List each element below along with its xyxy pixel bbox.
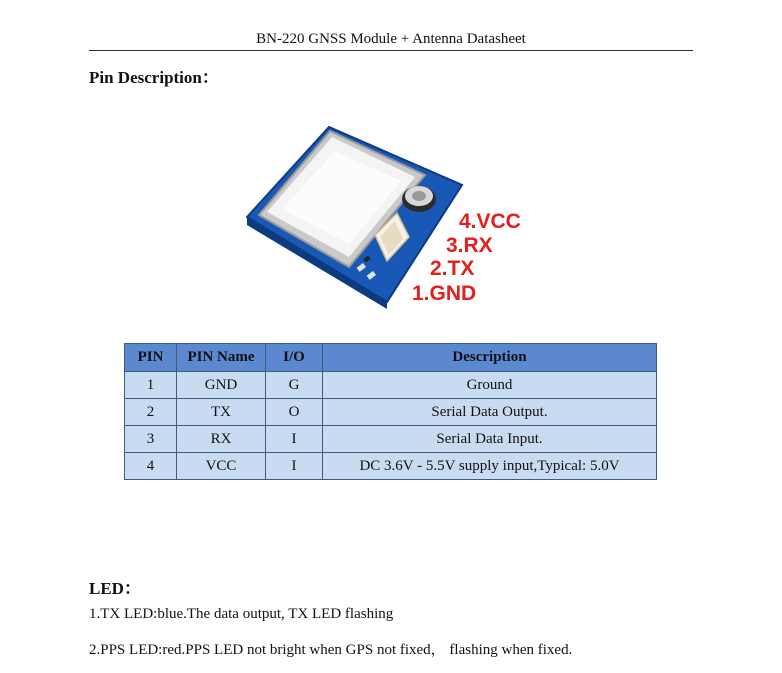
- column-header-pin: PIN: [125, 344, 177, 372]
- cell-pin: 2: [125, 399, 177, 426]
- led-description-pps: 2.PPS LED:red.PPS LED not bright when GPS not fixed， flashing when fixed.: [89, 642, 573, 658]
- cell-io: I: [266, 453, 323, 480]
- table-row: [125, 399, 657, 426]
- cell-description: Serial Data Input.: [323, 426, 657, 453]
- cell-pin: 1: [125, 372, 177, 399]
- module-photo: [237, 97, 545, 337]
- cell-io: I: [266, 426, 323, 453]
- pin-label-tx: 2.TX: [430, 257, 475, 280]
- column-header-io: I/O: [266, 344, 323, 372]
- pin-description-heading: Pin Description：: [89, 68, 219, 87]
- cell-io: G: [266, 372, 323, 399]
- cell-pin-name: GND: [177, 372, 266, 399]
- pin-label-gnd: 1.GND: [412, 282, 477, 305]
- document-title: BN-220 GNSS Module + Antenna Datasheet: [256, 31, 526, 47]
- table-row: [125, 426, 657, 453]
- column-header-pin-name: PIN Name: [177, 344, 266, 372]
- cell-description: Ground: [323, 372, 657, 399]
- cell-pin-name: VCC: [177, 453, 266, 480]
- cell-pin: 3: [125, 426, 177, 453]
- table-row: [125, 372, 657, 399]
- header-divider: [89, 50, 693, 51]
- cell-description: DC 3.6V - 5.5V supply input,Typical: 5.0V: [323, 453, 657, 480]
- pin-label-rx: 3.RX: [446, 234, 493, 257]
- pin-label-vcc: 4.VCC: [459, 210, 521, 233]
- cell-description: Serial Data Output.: [323, 399, 657, 426]
- led-description-tx: 1.TX LED:blue.The data output, TX LED flashing: [89, 606, 394, 622]
- table-row: [125, 453, 657, 480]
- cell-pin: 4: [125, 453, 177, 480]
- table-header-row: [125, 344, 657, 372]
- cell-pin-name: TX: [177, 399, 266, 426]
- cell-io: O: [266, 399, 323, 426]
- cell-pin-name: RX: [177, 426, 266, 453]
- pin-table: [124, 343, 657, 480]
- led-heading: LED：: [89, 579, 141, 598]
- column-header-description: Description: [323, 344, 657, 372]
